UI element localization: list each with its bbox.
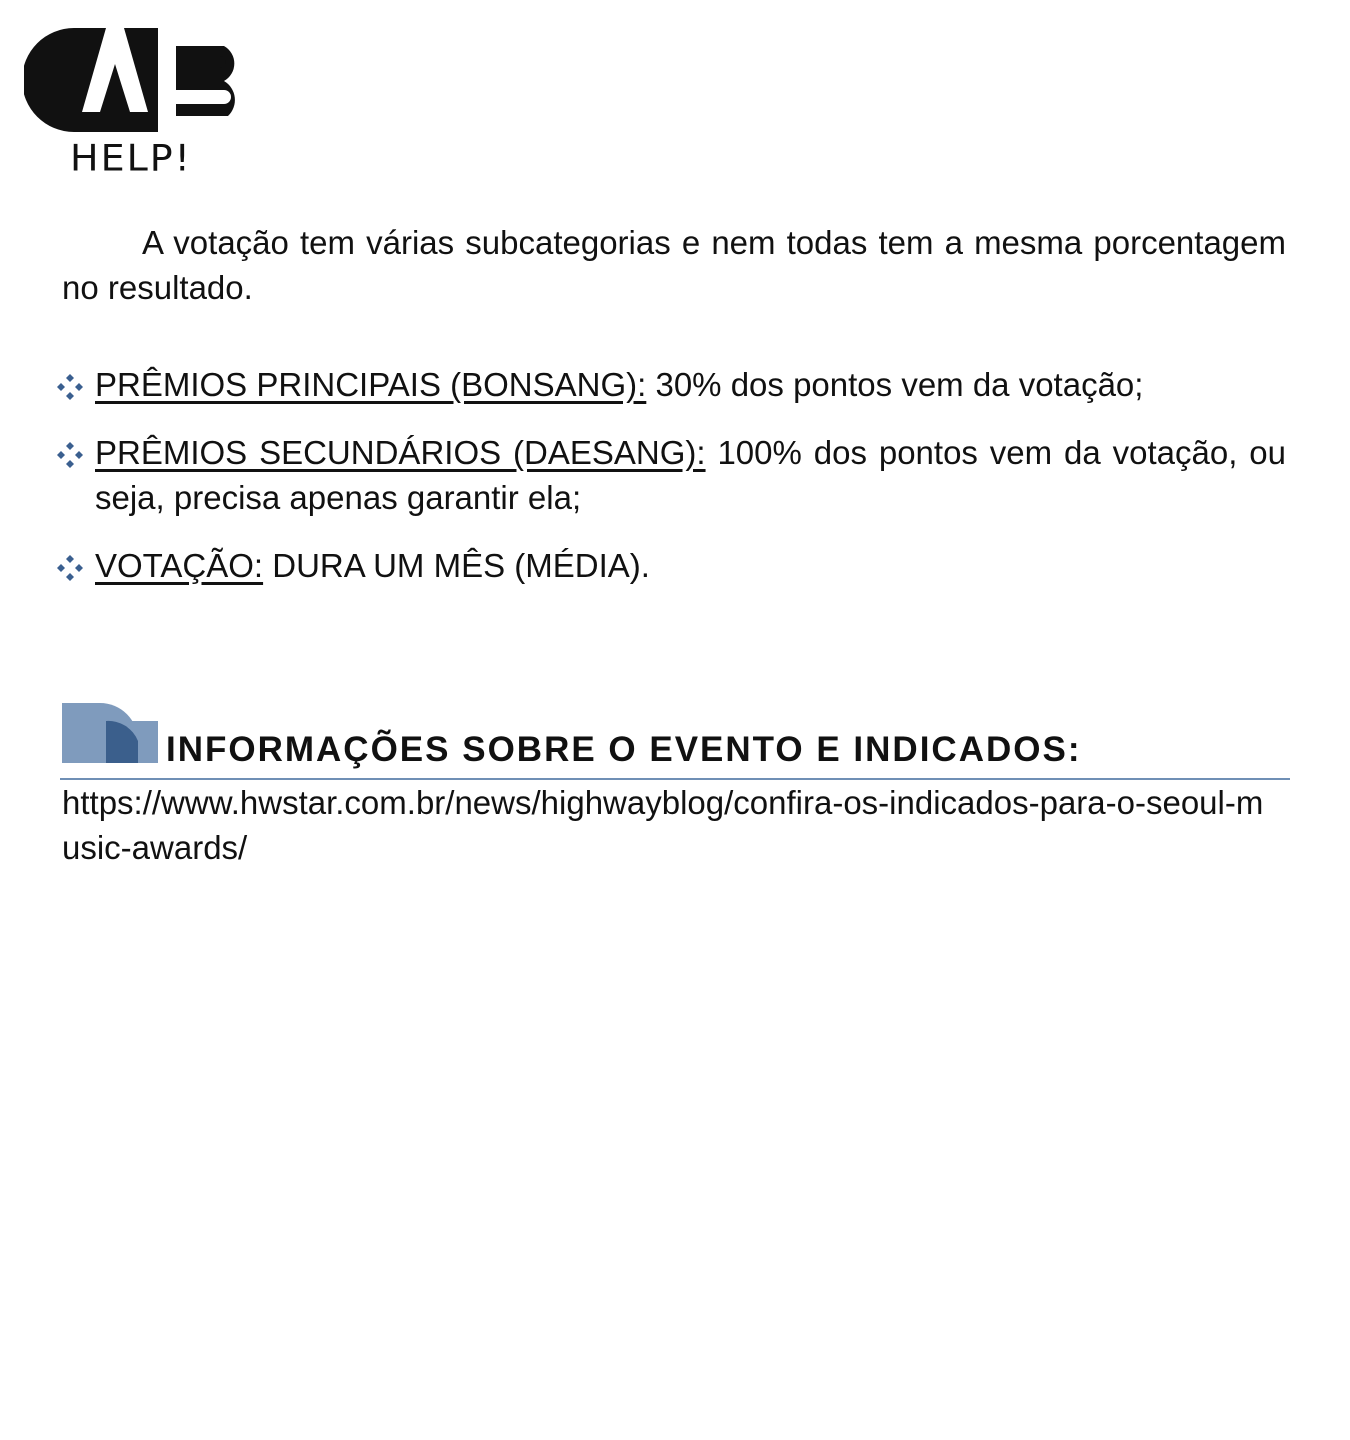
bonsang-text: 30% dos pontos vem da votação; [646, 366, 1144, 403]
list-item [56, 543, 1286, 588]
intro-paragraph: A votação tem várias subcategorias e nem todas tem a mesma porcentagem no resultado. [62, 224, 1286, 306]
ab-logo-mark [24, 26, 264, 136]
diamond-bullet-icon [56, 440, 84, 468]
source-link[interactable]: https://www.hwstar.com.br/news/highwayblog/confira-os-indicados-para-o-seoul-music-awards/ [62, 784, 1264, 866]
diamond-bullet-icon [56, 553, 84, 581]
list-item [56, 430, 1286, 520]
votacao-term: VOTAÇÃO: [95, 547, 264, 584]
section-leaf-icon [62, 701, 160, 765]
section-header [60, 700, 1290, 780]
daesang-text: 100% dos pontos vem da votação, ou seja, precisa apenas garantir ela; [95, 434, 1286, 516]
voting-rules-list [56, 362, 1286, 611]
daesang-term: PRÊMIOS SECUNDÁRIOS (DAESANG): [95, 434, 706, 471]
votacao-text: DURA UM MÊS (MÉDIA). [263, 547, 650, 584]
list-item [56, 362, 1286, 407]
bonsang-term: PRÊMIOS PRINCIPAIS (BONSANG): [95, 366, 647, 403]
section-title: INFORMAÇÕES SOBRE O EVENTO E INDICADOS: [166, 730, 1082, 769]
logo-tagline: HELP! [70, 137, 192, 179]
diamond-bullet-icon [56, 372, 84, 400]
ab-help-logo [24, 26, 264, 186]
